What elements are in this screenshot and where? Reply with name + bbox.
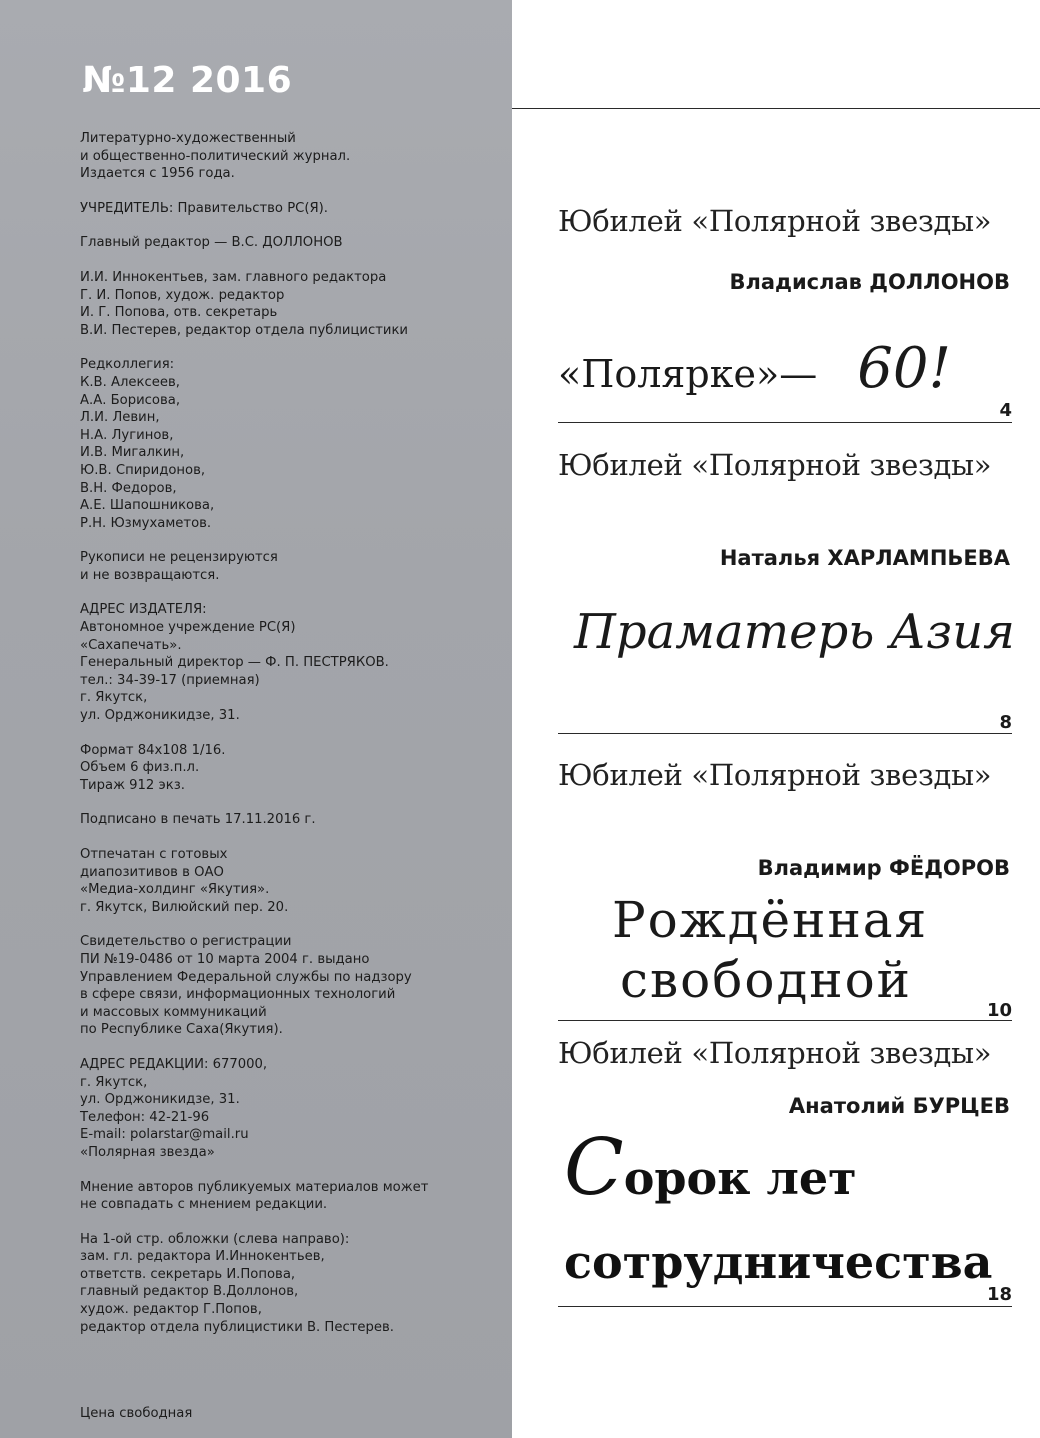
imprint-line: Г. И. Попов, худож. редактор	[80, 287, 285, 303]
imprint-line: худож. редактор Г.Попов,	[80, 1302, 262, 1318]
imprint-line: тел.: 34-39-17 (приемная)	[80, 672, 260, 688]
imprint-line: В.Н. Федоров,	[80, 480, 177, 496]
imprint-line: Л.И. Левин,	[80, 410, 160, 426]
entry-4-rule	[558, 1306, 1012, 1307]
entry-3-title-line-2: свободной	[620, 951, 912, 1009]
entry-4-author: Анатолий БУРЦЕВ	[788, 1094, 1010, 1118]
entry-2-rubric: Юбилей «Полярной звезды»	[558, 448, 992, 482]
imprint-line: диапозитивов в ОАО	[80, 864, 224, 880]
entry-3-rule	[558, 1020, 1012, 1021]
imprint-line: Формат 84х108 1/16.	[80, 742, 226, 758]
entry-4-rubric: Юбилей «Полярной звезды»	[558, 1036, 992, 1070]
entry-1-title-part-b: 60!	[857, 336, 951, 401]
entry-3-rubric: Юбилей «Полярной звезды»	[558, 758, 992, 792]
imprint-line: АДРЕС ИЗДАТЕЛЯ:	[80, 602, 207, 618]
entry-2-rule	[558, 733, 1012, 734]
imprint-line: Рукописи не рецензируются	[80, 550, 278, 566]
entry-3-author: Владимир ФЁДОРОВ	[757, 856, 1010, 880]
imprint-line: Генеральный директор — Ф. П. ПЕСТРЯКОВ.	[80, 655, 389, 671]
entry-1-page: 4	[999, 400, 1012, 421]
imprint-line: Мнение авторов публикуемых материалов может	[80, 1179, 429, 1195]
imprint-line: И.В. Мигалкин,	[80, 445, 185, 461]
imprint-line: Автономное учреждение РС(Я)	[80, 620, 296, 636]
imprint-line: главный редактор В.Доллонов,	[80, 1284, 299, 1300]
imprint-line: Подписано в печать 17.11.2016 г.	[80, 812, 316, 828]
imprint-line: На 1-ой стр. обложки (слева направо):	[80, 1231, 350, 1247]
imprint-block	[80, 130, 490, 183]
imprint-line: И. Г. Попова, отв. секретарь	[80, 305, 278, 321]
imprint-line: г. Якутск,	[80, 1074, 148, 1090]
imprint-block	[80, 356, 490, 532]
imprint-line: зам. гл. редактора И.Иннокентьев,	[80, 1249, 325, 1265]
imprint-line: «Сахапечать».	[80, 637, 182, 653]
imprint-block	[80, 269, 490, 339]
imprint-line: ответств. секретарь И.Попова,	[80, 1266, 296, 1282]
imprint-line: А.Е. Шапошникова,	[80, 498, 215, 514]
imprint-block	[80, 1179, 490, 1214]
imprint-line: В.И. Пестерев, редактор отдела публицистики	[80, 322, 408, 338]
entry-2-page: 8	[999, 712, 1012, 733]
imprint-line: Телефон: 42-21-96	[80, 1109, 210, 1125]
imprint-line: ул. Орджоникидзе, 31.	[80, 1092, 240, 1108]
imprint-line: Литературно-художественный	[80, 131, 296, 146]
imprint-line: Ю.В. Спиридонов,	[80, 462, 206, 478]
imprint-line: АДРЕС РЕДАКЦИИ: 677000,	[80, 1056, 268, 1072]
entry-3-title[interactable]	[612, 890, 928, 1010]
imprint-line: г. Якутск, Вилюйский пер. 20.	[80, 899, 289, 915]
imprint-line: редактор отдела публицистики В. Пестерев.	[80, 1319, 394, 1335]
top-rule	[512, 108, 1040, 109]
entry-1-author: Владислав ДОЛЛОНОВ	[729, 270, 1010, 294]
imprint-block	[80, 200, 490, 218]
contents-panel	[512, 0, 1040, 1438]
imprint-block	[80, 811, 490, 829]
imprint-line: УЧРЕДИТЕЛЬ: Правительство РС(Я).	[80, 200, 328, 216]
imprint-block	[80, 1056, 490, 1162]
imprint-line: E-mail: polarstar@mail.ru	[80, 1127, 249, 1143]
imprint-text	[80, 130, 490, 1353]
entry-4-title[interactable]	[564, 1123, 993, 1304]
imprint-panel	[0, 0, 512, 1438]
entry-2-author: Наталья ХАРЛАМПЬЕВА	[719, 546, 1010, 570]
imprint-line: Р.Н. Юзмухаметов.	[80, 515, 212, 531]
imprint-line: не совпадать с мнением редакции.	[80, 1197, 328, 1213]
imprint-line: К.В. Алексеев,	[80, 374, 180, 390]
entry-4-title-line-2: сотрудничества	[564, 1235, 993, 1289]
entry-3-page: 10	[986, 1000, 1012, 1021]
entry-2-title[interactable]: Праматерь Азия	[574, 604, 1015, 660]
imprint-line: и общественно-политический журнал.	[80, 148, 351, 164]
price-note: Цена свободная	[80, 1406, 193, 1421]
entry-1-rubric: Юбилей «Полярной звезды»	[558, 204, 992, 238]
imprint-line: Издается с 1956 года.	[80, 166, 235, 182]
imprint-block	[80, 742, 490, 795]
imprint-line: Объем 6 физ.п.л.	[80, 760, 200, 776]
imprint-line: Свидетельство о регистрации	[80, 934, 292, 950]
imprint-line: ПИ №19-0486 от 10 марта 2004 г. выдано	[80, 951, 370, 967]
imprint-line: г. Якутск,	[80, 690, 148, 706]
imprint-line: по Республике Саха(Якутия).	[80, 1022, 283, 1038]
imprint-line: Н.А. Лугинов,	[80, 427, 174, 443]
imprint-block	[80, 933, 490, 1039]
entry-3-title-line-1: Рождённая	[612, 891, 929, 949]
issue-number: №12 2016	[82, 60, 293, 101]
imprint-line: «Медиа-холдинг «Якутия».	[80, 882, 270, 898]
imprint-line: и не возвращаются.	[80, 567, 220, 583]
imprint-line: Тираж 912 экз.	[80, 777, 185, 793]
entry-4-title-line-1: орок лет	[623, 1151, 857, 1205]
imprint-line: и массовых коммуникаций	[80, 1004, 267, 1020]
entry-1-title[interactable]	[558, 336, 951, 401]
imprint-line: «Полярная звезда»	[80, 1144, 215, 1160]
imprint-block	[80, 846, 490, 916]
imprint-line: ул. Орджоникидзе, 31.	[80, 708, 240, 724]
imprint-line: Отпечатан с готовых	[80, 847, 228, 862]
imprint-line: Управлением Федеральной службы по надзору	[80, 969, 412, 985]
imprint-line: И.И. Иннокентьев, зам. главного редактора	[80, 269, 387, 285]
entry-1-rule	[558, 422, 1012, 423]
imprint-block	[80, 549, 490, 584]
entry-4-page: 18	[986, 1284, 1012, 1305]
imprint-line: в сфере связи, информационных технологий	[80, 987, 396, 1003]
imprint-block	[80, 234, 490, 252]
entry-4-title-initial: С	[564, 1123, 624, 1213]
imprint-block	[80, 601, 490, 724]
imprint-line: Главный редактор — В.С. ДОЛЛОНОВ	[80, 235, 343, 251]
imprint-line: Редколлегия:	[80, 357, 175, 373]
entry-1-title-part-a: «Полярке»—	[558, 352, 818, 396]
imprint-line: А.А. Борисова,	[80, 392, 181, 408]
imprint-block	[80, 1231, 490, 1337]
